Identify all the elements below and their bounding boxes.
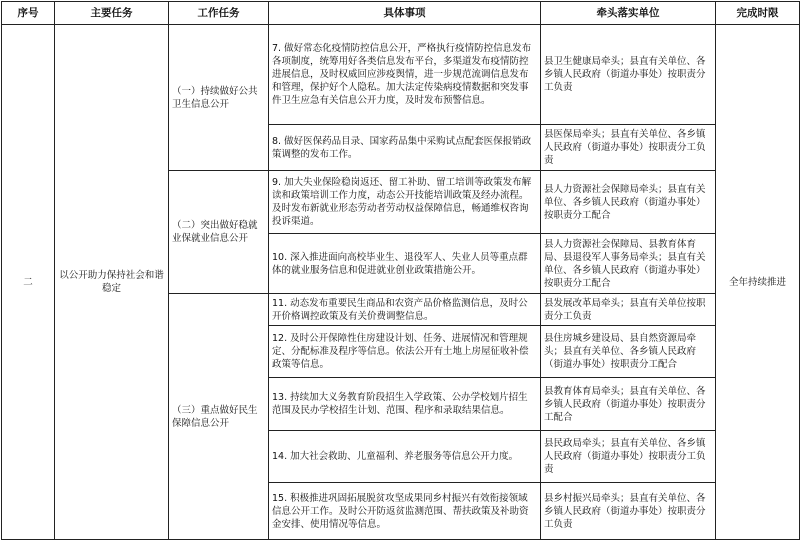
header-work-task: 工作任务 [169,2,269,25]
header-row [2,2,800,25]
item-detail-15: 15. 积极推进巩固拓展脱贫攻坚成果同乡村振兴有效衔接领域信息公开工作。及时公开防返贫监测范围、帮扶政策及补助资金安排、使用情况等信息。 [269,483,541,540]
work-task-livelihood: （三）重点做好民生保障信息公开 [169,294,269,540]
item-detail-9: 9. 加大失业保险稳岗返还、留工补助、留工培训等政策发布解读和政策培训工作力度，动态公开技能培训政策及经办流程。及时发布新就业形态劳动者劳动权益保障信息，畅通维权咨询投诉渠道。 [269,171,541,234]
item-unit-11: 县发展改革局牵头；县直有关单位按职责分工负责 [541,294,716,326]
item-detail-11: 11. 动态发布重要民生商品和农资产品价格监测信息，及时公开价格调控政策及有关价费调整信息。 [269,294,541,326]
item-unit-8: 县医保局牵头；县直有关单位、各乡镇人民政府（街道办事处）按职责分工负责 [541,125,716,171]
item-unit-10: 县人力资源社会保障局、县教育体育局、县退役军人事务局牵头；县直有关单位、各乡镇人民政府（街道办事处）按职责分工配合 [541,234,716,294]
header-details: 具体事项 [269,2,541,25]
header-lead-unit: 牵头落实单位 [541,2,716,25]
item-detail-14: 14. 加大社会救助、儿童福利、养老服务等信息公开力度。 [269,430,541,482]
item-unit-15: 县乡村振兴局牵头；县直有关单位、各乡镇人民政府（街道办事处）按职责分工负责 [541,483,716,540]
item-unit-9: 县人力资源社会保障局牵头；县直有关单位、各乡镇人民政府（街道办事处）按职责分工配合 [541,171,716,234]
task-table [1,1,800,540]
item-detail-13: 13. 持续加大义务教育阶段招生入学政策、公办学校划片招生范围及民办学校招生计划、范围、程序和录取结果信息。 [269,378,541,430]
header-deadline: 完成时限 [716,2,800,25]
item-unit-7: 县卫生健康局牵头；县直有关单位、各乡镇人民政府（街道办事处）按职责分工负责 [541,25,716,125]
section-seq: 二 [2,25,55,540]
item-detail-8: 8. 做好医保药品目录、国家药品集中采购试点配套医保报销政策调整的发布工作。 [269,125,541,171]
work-task-public-health: （一）持续做好公共卫生信息公开 [169,25,269,171]
section-main-task: 以公开助力保持社会和谐稳定 [55,25,169,540]
item-unit-12: 县住房城乡建设局、县自然资源局牵头；县直有关单位、各乡镇人民政府（街道办事处）按职责分工配合 [541,326,716,378]
work-task-employment: （二）突出做好稳就业保就业信息公开 [169,171,269,294]
header-main-task: 主要任务 [55,2,169,25]
item-detail-7: 7. 做好常态化疫情防控信息公开，严格执行疫情防控信息发布各项制度，统筹用好各类信息发布平台，多渠道发布疫情防控进展信息，及时权威回应涉疫舆情，进一步规范流调信息发布和管理，保护好个人隐私。加大法定传染病疫情数据和突发事件卫生应急有关信息公开力度，及时发布预警信息。 [269,25,541,125]
header-seq: 序号 [2,2,55,25]
section-deadline: 全年持续推进 [716,25,800,540]
item-unit-14: 县民政局牵头；县直有关单位、各乡镇人民政府（街道办事处）按职责分工负责 [541,430,716,482]
item-detail-12: 12. 及时公开保障性住房建设计划、任务、进展情况和管理规定、分配标准及程序等信息。依法公开有土地上房屋征收补偿政策等信息。 [269,326,541,378]
table-row [2,25,800,125]
item-detail-10: 10. 深入推进面向高校毕业生、退役军人、失业人员等重点群体的就业服务信息和促进就业创业政策措施公开。 [269,234,541,294]
item-unit-13: 县教育体育局牵头；县直有关单位、各乡镇人民政府（街道办事处）按职责分工配合 [541,378,716,430]
